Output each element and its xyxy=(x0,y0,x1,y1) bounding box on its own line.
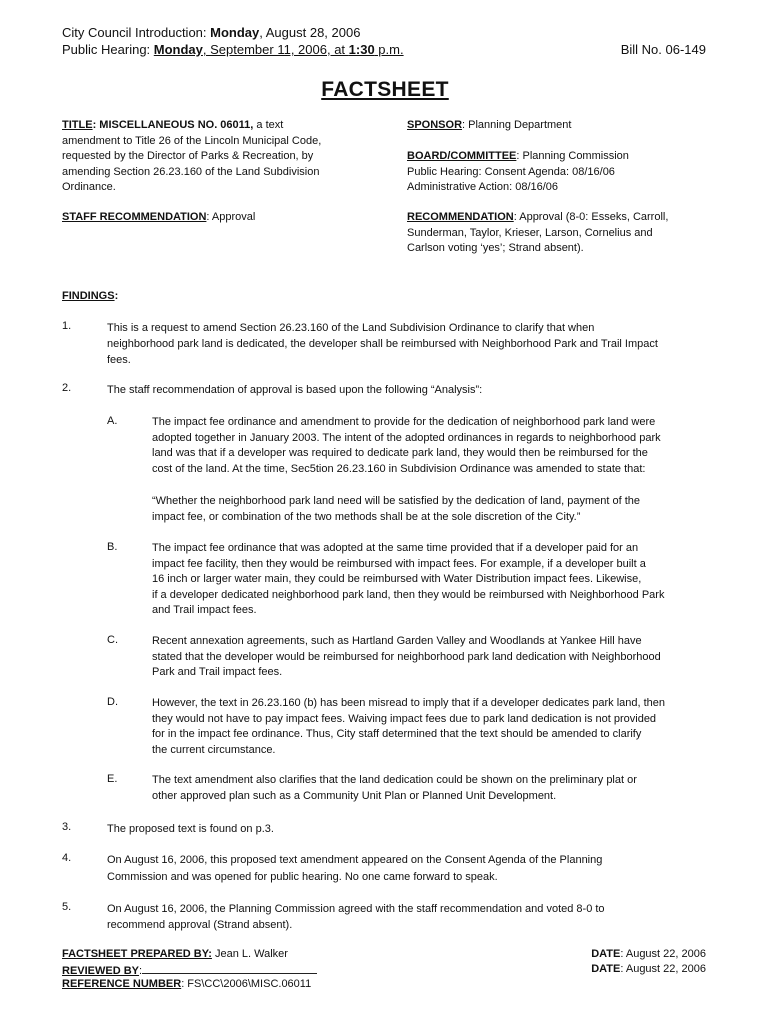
finding-text: This is a request to amend Section 26.23.160 of the Land Subdivision Ordinance to clarify that when neighborhood park land is dedicated, the developer shall be reimbursed with Neighborhood Park and Trail Impact fees. xyxy=(107,322,658,366)
analysis-letter: E. xyxy=(107,773,118,785)
analysis-quote: “Whether the neighborhood park land need will be satisfied by the dedication of land, payment of the impact fee, or combination of the two methods shall be at the sole discretion of the City.” xyxy=(152,495,640,523)
board-committee: BOARD/COMMITTEE: Planning Commission Public Hearing: Consent Agenda: 08/16/06 Administrative Action: 08/16/06 xyxy=(407,150,629,193)
finding-text: On August 16, 2006, this proposed text amendment appeared on the Consent Agenda of the Planning Commission and was opened for public hearing. No one came forward to speak. xyxy=(107,854,603,883)
public-hearing-line: Public Hearing: Monday, September 11, 2006, at 1:30 p.m. xyxy=(62,42,404,57)
analysis-text: However, the text in 26.23.160 (b) has been misread to imply that if a developer dedicates park land, then they would not have to pay impact fees. Waiving impact fees due to park land dedication is not provided for in the impact fee ordinance. Thus, City staff determined that the text should be amended to clarify the current circumstance. xyxy=(152,697,666,756)
finding-number: 2. xyxy=(62,382,72,394)
analysis-text: The impact fee ordinance that was adopted at the same time provided that if a developer paid for an impact fee facility, then they would be reimbursed with impact fees. For example, if a developer built a 16 inch or larger water main, they could be reimbursed with Water Distribution impact fees. Likewise, if a developer dedicated neighborhood park land, then they would be reimbursed with Neighborhood Park and Trail impact fees. xyxy=(152,542,665,616)
title-block: TITLE: MISCELLANEOUS NO. 06011, a text amendment to Title 26 of the Lincoln Municipal Code, requested by the Director of Parks & Recreation, by amending Section 26.23.160 of the Land Subdivision Ordinance. xyxy=(62,119,322,193)
analysis-text: Recent annexation agreements, such as Hartland Garden Valley and Woodlands at Yankee Hill have stated that the developer would be reimbursed for neighborhood park land dedication with Neighborhood Park and Trail impact fees. xyxy=(152,635,661,678)
analysis-letter: B. xyxy=(107,541,118,553)
date-reviewed: DATE: August 22, 2006 xyxy=(591,963,706,975)
staff-recommendation: STAFF RECOMMENDATION: Approval xyxy=(62,211,256,223)
finding-number: 1. xyxy=(62,320,72,332)
sponsor: SPONSOR: Planning Department xyxy=(407,119,572,131)
finding-number: 5. xyxy=(62,901,72,913)
finding-text: The staff recommendation of approval is based upon the following “Analysis”: xyxy=(107,384,483,396)
recommendation: RECOMMENDATION: Approval (8-0: Esseks, Carroll, Sunderman, Taylor, Krieser, Larson, Cornelius and Carlson voting ‘yes’; Strand absent). xyxy=(407,211,669,254)
signature-line xyxy=(142,962,317,974)
analysis-text: The impact fee ordinance and amendment to provide for the dedication of neighborhood park land were adopted together in January 2003. The intent of the adopted ordinances in regards to neighborhood park land was that if a developer was required to dedicate park land, they would then be reimbursed for the cost of the land. At the time, Sec5tion 26.23.160 in Subdivision Ordinance was amended to state that: xyxy=(152,416,661,475)
finding-text: The proposed text is found on p.3. xyxy=(107,823,274,835)
reviewed-by: REVIEWED BY: xyxy=(62,962,317,980)
council-introduction-line: City Council Introduction: Monday, August 28, 2006 xyxy=(62,25,361,40)
analysis-text: The text amendment also clarifies that the land dedication could be shown on the preliminary plat or other approved plan such as a Community Unit Plan or Planned Unit Development. xyxy=(152,774,637,802)
analysis-letter: C. xyxy=(107,634,118,646)
page-title: FACTSHEET xyxy=(321,78,449,101)
finding-number: 3. xyxy=(62,821,72,833)
finding-text: On August 16, 2006, the Planning Commission agreed with the staff recommendation and voted 8-0 to recommend approval (Strand absent). xyxy=(107,903,605,931)
reference-number: REFERENCE NUMBER: FS\CC\2006\MISC.06011 xyxy=(62,978,312,990)
analysis-letter: D. xyxy=(107,696,118,708)
date-prepared: DATE: August 22, 2006 xyxy=(591,948,706,960)
findings-heading: FINDINGS: xyxy=(62,290,119,302)
finding-number: 4. xyxy=(62,852,72,864)
analysis-letter: A. xyxy=(107,415,118,427)
bill-number: Bill No. 06-149 xyxy=(620,42,706,57)
prepared-by: FACTSHEET PREPARED BY: Jean L. Walker xyxy=(62,948,288,960)
